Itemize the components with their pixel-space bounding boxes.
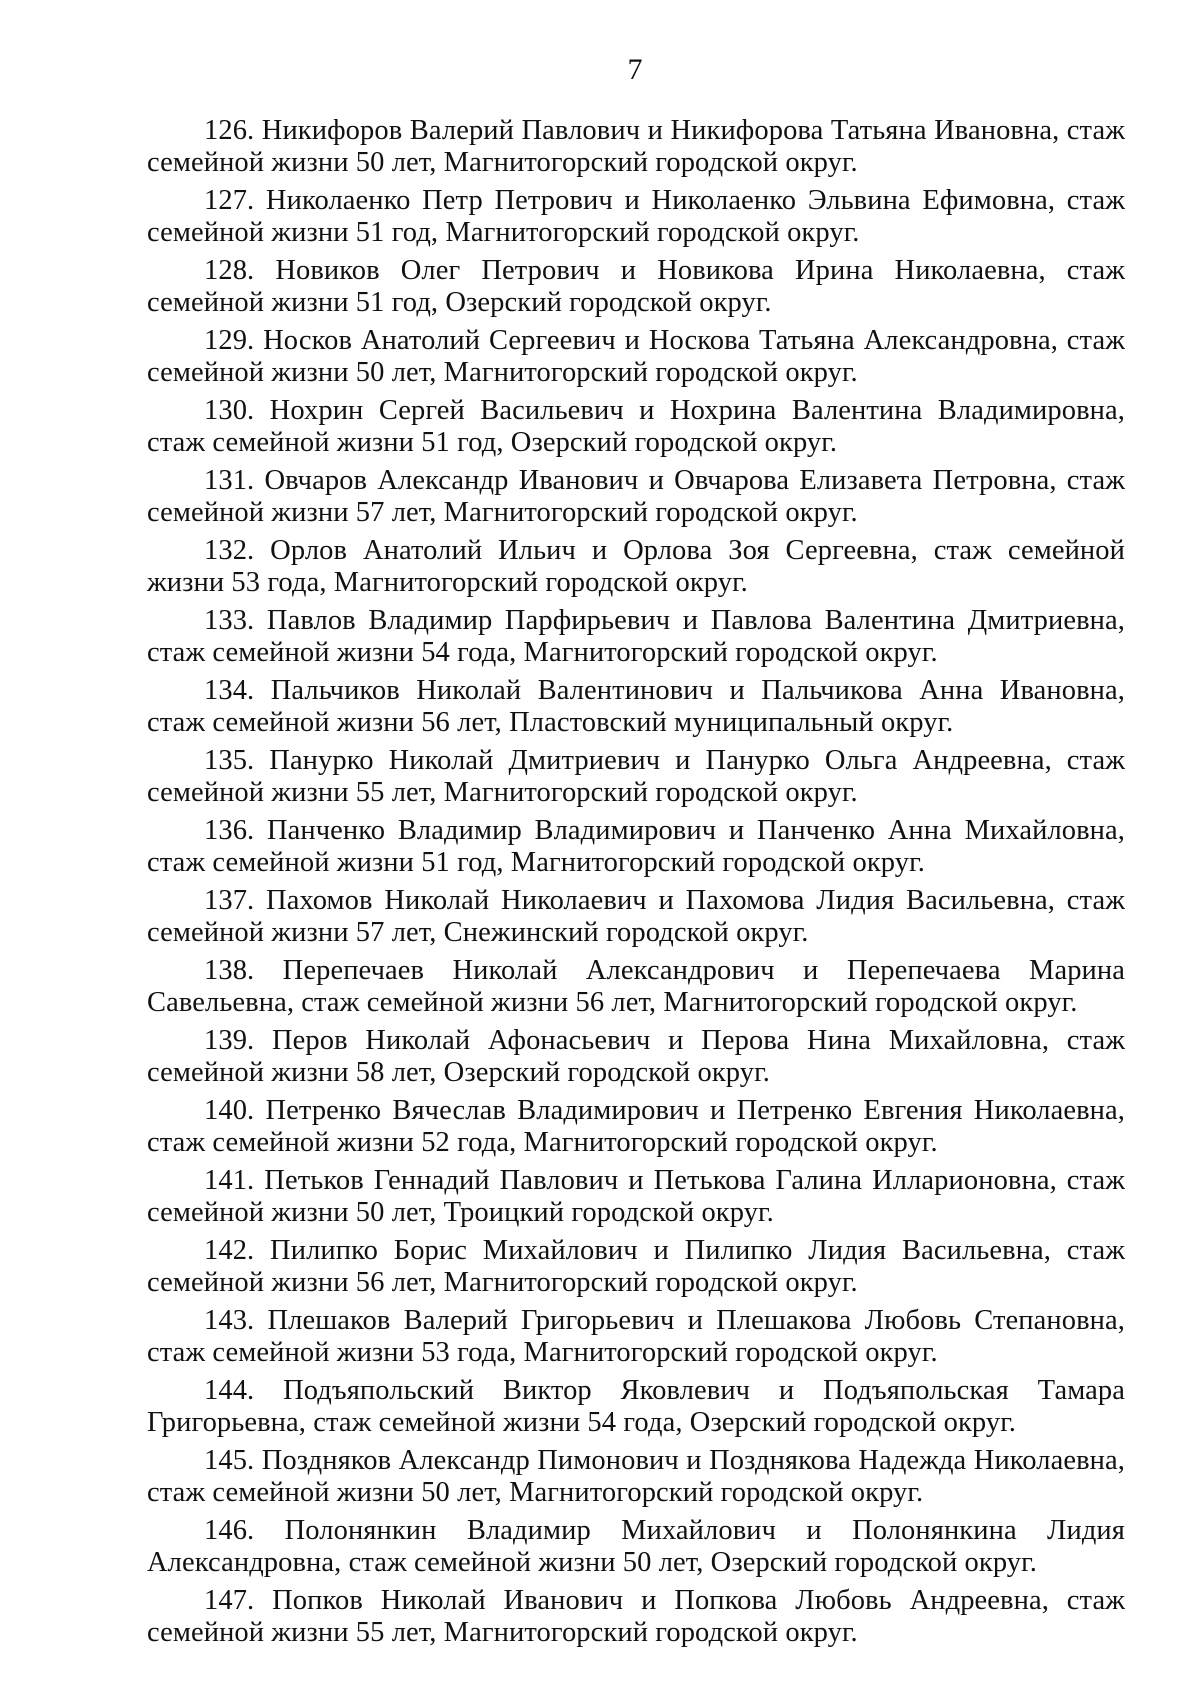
list-item: 145. Поздняков Александр Пимонович и Позднякова Надежда Николаевна, стаж семейной жизни 50 лет, Магнитогорский городской округ. [147, 1445, 1125, 1508]
list-item: 136. Панченко Владимир Владимирович и Панченко Анна Михайловна, стаж семейной жизни 51 год, Магнитогорский городской округ. [147, 815, 1125, 878]
list-item: 130. Нохрин Сергей Васильевич и Нохрина Валентина Владимировна, стаж семейной жизни 51 год, Озерский городской округ. [147, 395, 1125, 458]
list-item: 143. Плешаков Валерий Григорьевич и Плешакова Любовь Степановна, стаж семейной жизни 53 года, Магнитогорский городской округ. [147, 1305, 1125, 1368]
list-item: 135. Панурко Николай Дмитриевич и Панурко Ольга Андреевна, стаж семейной жизни 55 лет, Магнитогорский городской округ. [147, 745, 1125, 808]
list-item: 129. Носков Анатолий Сергеевич и Носкова Татьяна Александровна, стаж семейной жизни 50 лет, Магнитогорский городской округ. [147, 325, 1125, 388]
list-item: 127. Николаенко Петр Петрович и Николаенко Эльвина Ефимовна, стаж семейной жизни 51 год, Магнитогорский городской округ. [147, 185, 1125, 248]
page-number: 7 [627, 53, 643, 86]
list-item: 140. Петренко Вячеслав Владимирович и Петренко Евгения Николаевна, стаж семейной жизни 52 года, Магнитогорский городской округ. [147, 1095, 1125, 1158]
list-item: 147. Попков Николай Иванович и Попкова Любовь Андреевна, стаж семейной жизни 55 лет, Магнитогорский городской округ. [147, 1585, 1125, 1648]
list-item: 139. Перов Николай Афонасьевич и Перова Нина Михайловна, стаж семейной жизни 58 лет, Озерский городской округ. [147, 1025, 1125, 1088]
list-item: 126. Никифоров Валерий Павлович и Никифорова Татьяна Ивановна, стаж семейной жизни 50 лет, Магнитогорский городской округ. [147, 115, 1125, 178]
list-item: 134. Пальчиков Николай Валентинович и Пальчикова Анна Ивановна, стаж семейной жизни 56 лет, Пластовский муниципальный округ. [147, 675, 1125, 738]
list-item: 128. Новиков Олег Петрович и Новикова Ирина Николаевна, стаж семейной жизни 51 год, Озерский городской округ. [147, 255, 1125, 318]
list-item: 137. Пахомов Николай Николаевич и Пахомова Лидия Васильевна, стаж семейной жизни 57 лет, Снежинский городской округ. [147, 885, 1125, 948]
list-item: 132. Орлов Анатолий Ильич и Орлова Зоя Сергеевна, стаж семейной жизни 53 года, Магнитогорский городской округ. [147, 535, 1125, 598]
award-list [147, 115, 1125, 1655]
list-item: 146. Полонянкин Владимир Михайлович и Полонянкина Лидия Александровна, стаж семейной жизни 50 лет, Озерский городской округ. [147, 1515, 1125, 1578]
list-item: 144. Подъяпольский Виктор Яковлевич и Подъяпольская Тамара Григорьевна, стаж семейной жизни 54 года, Озерский городской округ. [147, 1375, 1125, 1438]
list-item: 141. Петьков Геннадий Павлович и Петькова Галина Илларионовна, стаж семейной жизни 50 лет, Троицкий городской округ. [147, 1165, 1125, 1228]
list-item: 133. Павлов Владимир Парфирьевич и Павлова Валентина Дмитриевна, стаж семейной жизни 54 года, Магнитогорский городской округ. [147, 605, 1125, 668]
list-item: 131. Овчаров Александр Иванович и Овчарова Елизавета Петровна, стаж семейной жизни 57 лет, Магнитогорский городской округ. [147, 465, 1125, 528]
list-item: 142. Пилипко Борис Михайлович и Пилипко Лидия Васильевна, стаж семейной жизни 56 лет, Магнитогорский городской округ. [147, 1235, 1125, 1298]
list-item: 138. Перепечаев Николай Александрович и Перепечаева Марина Савельевна, стаж семейной жизни 56 лет, Магнитогорский городской округ. [147, 955, 1125, 1018]
